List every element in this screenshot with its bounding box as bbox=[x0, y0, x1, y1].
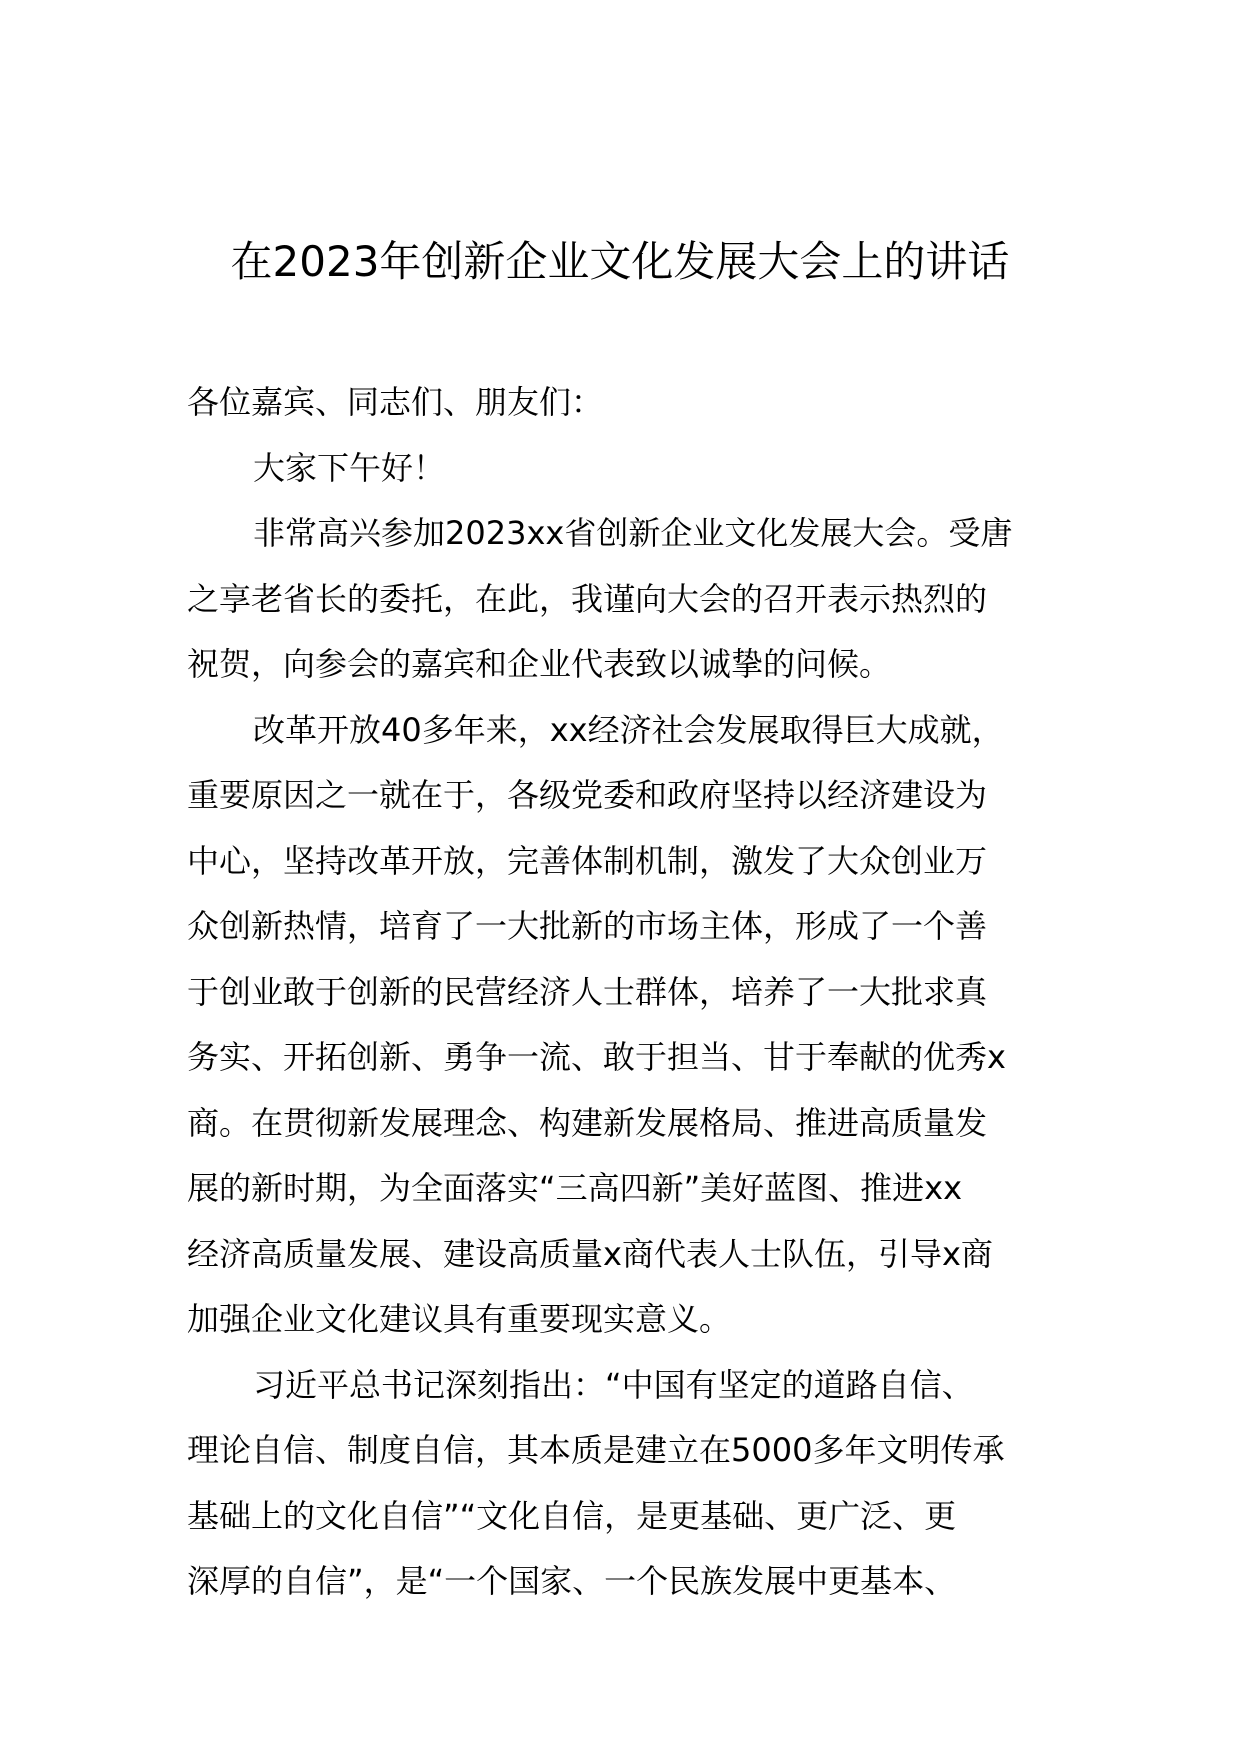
text-line: 各位嘉宾、同志们、朋友们： bbox=[187, 383, 604, 421]
text-line: 于创业敢于创新的民营经济人士群体，培养了一大批求真 bbox=[187, 972, 988, 1011]
text-line: 经济高质量发展、建设高质量x商代表人士队伍，引导x商 bbox=[187, 1234, 993, 1273]
text-line: 商。在贯彻新发展理念、构建新发展格局、推进高质量发 bbox=[187, 1103, 988, 1142]
text-line: 理论自信、制度自信，其本质是建立在5000多年文明传承 bbox=[187, 1431, 1005, 1469]
page-title: 在2023年创新企业文化发展大会上的讲话 bbox=[230, 237, 1010, 286]
text-line: 之享老省长的委托，在此，我谨向大会的召开表示热烈的 bbox=[187, 579, 988, 618]
text-line: 基础上的文化自信”“文化自信，是更基础、更广泛、更 bbox=[187, 1496, 957, 1535]
text-line: 中心，坚持改革开放，完善体制机制，激发了大众创业万 bbox=[187, 841, 988, 880]
text-line: 深厚的自信”，是“一个国家、一个民族发展中更基本、 bbox=[187, 1562, 957, 1600]
text-line: 祝贺，向参会的嘉宾和企业代表致以诚挚的问候。 bbox=[187, 645, 892, 683]
text-line: 非常高兴参加2023xx省创新企业文化发展大会。受唐 bbox=[253, 514, 1013, 552]
text-line: 大家下午好！ bbox=[253, 448, 446, 487]
text-line: 众创新热情，培育了一大批新的市场主体，形成了一个善 bbox=[187, 907, 988, 945]
text-line: 加强企业文化建议具有重要现实意义。 bbox=[187, 1300, 732, 1338]
text-line: 习近平总书记深刻指出：“中国有坚定的道路自信、 bbox=[253, 1365, 974, 1404]
text-line: 务实、开拓创新、勇争一流、敢于担当、甘于奉献的优秀x bbox=[187, 1038, 1006, 1076]
text-line: 展的新时期，为全面落实“三高四新”美好蓝图、推进xx bbox=[187, 1169, 963, 1207]
text-line: 改革开放40多年来，xx经济社会发展取得巨大成就， bbox=[253, 710, 1004, 749]
text-line: 重要原因之一就在于，各级党委和政府坚持以经济建设为 bbox=[187, 776, 988, 814]
document-body bbox=[187, 370, 1057, 1615]
